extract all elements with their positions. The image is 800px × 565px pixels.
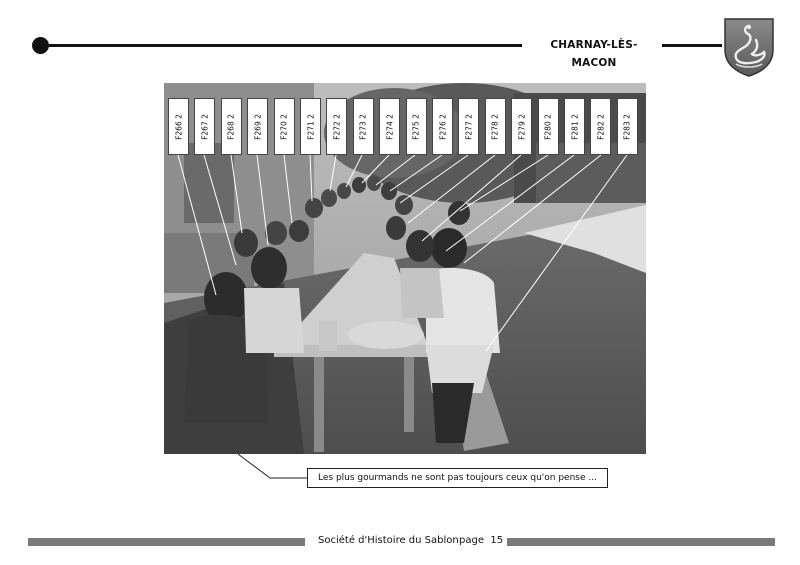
photo-label-text: F270 2 xyxy=(279,113,289,140)
page-title: CHARNAY-LÈS-MACON xyxy=(550,39,638,69)
photo-label-text: F273 2 xyxy=(358,113,368,140)
photo-label-text: F277 2 xyxy=(464,113,474,140)
photo-label-text: F275 2 xyxy=(411,113,421,140)
photo-label-text: F278 2 xyxy=(490,113,500,140)
photo-label-text: F279 2 xyxy=(517,113,527,140)
photo-label-text: F274 2 xyxy=(385,113,395,140)
footer-page-number xyxy=(459,535,503,546)
footer-society-name: Société d'Histoire du Sablon xyxy=(318,535,459,546)
photo-label-text: F268 2 xyxy=(226,113,236,140)
photo-label-text: F280 2 xyxy=(543,113,553,140)
page-number: 15 xyxy=(490,535,504,546)
photo-label-text: F281 2 xyxy=(570,113,579,140)
photo-label-text: F272 2 xyxy=(332,113,342,140)
photo-label-text: F282 2 xyxy=(596,113,606,140)
footer-bar-left xyxy=(28,538,305,546)
photo-label-text: F276 2 xyxy=(438,113,447,140)
photo-label-text: F283 2 xyxy=(622,113,632,140)
photo-label-text: F266 2 xyxy=(174,113,183,140)
photo-label-text: F267 2 xyxy=(200,113,210,140)
photo-caption: Les plus gourmands ne sont pas toujours ceux qu'on pense ... xyxy=(307,468,608,488)
photo-label-text: F269 2 xyxy=(253,113,263,140)
page-label: page xyxy=(459,535,484,546)
photo-label-text: F271 2 xyxy=(306,113,315,140)
footer-bar-right xyxy=(507,538,775,546)
